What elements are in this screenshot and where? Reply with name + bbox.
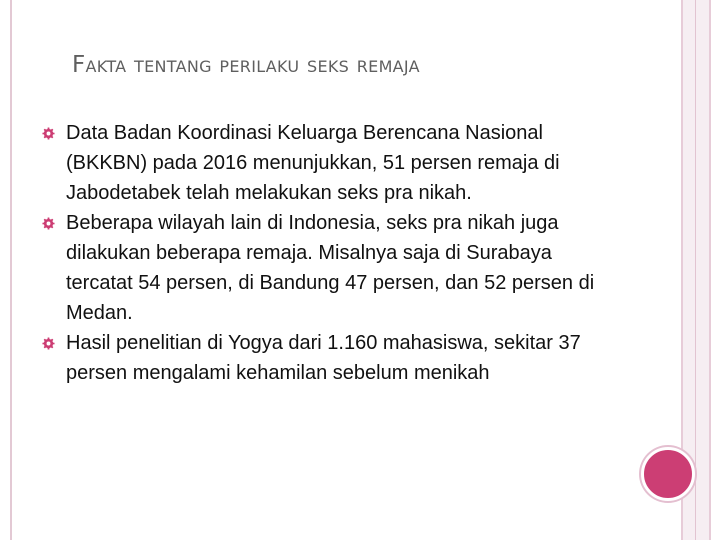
gear-bullet-icon [42,127,55,140]
left-border-line [10,0,12,540]
gear-bullet-icon [42,217,55,230]
bullet-item-2 [42,208,622,328]
bullet-item-3 [42,328,622,388]
bullet-text-3: Hasil penelitian di Yogya dari 1.160 mahasiswa, sekitar 37 persen mengalami kehamilan sebelum menikah [66,332,581,384]
slide-title: Fakta tentang perilaku seks remaja [72,52,420,78]
bullet-list [42,118,622,388]
bullet-text-2: Beberapa wilayah lain di Indonesia, seks pra nikah juga dilakukan beberapa remaja. Misalnya saja di Surabaya tercatat 54 persen, di Bandung 47 persen, dan 52 persen di Medan. [66,212,595,324]
bullet-item-1 [42,118,622,208]
gear-bullet-icon [42,337,55,350]
right-band-inner-line [695,0,696,540]
bullet-text-1: Data Badan Koordinasi Keluarga Berencana Nasional (BKKBN) pada 2016 menunjukkan, 51 persen remaja di Jabodetabek telah melakukan seks pra nikah. [66,122,560,204]
circle-ornament [641,447,695,501]
